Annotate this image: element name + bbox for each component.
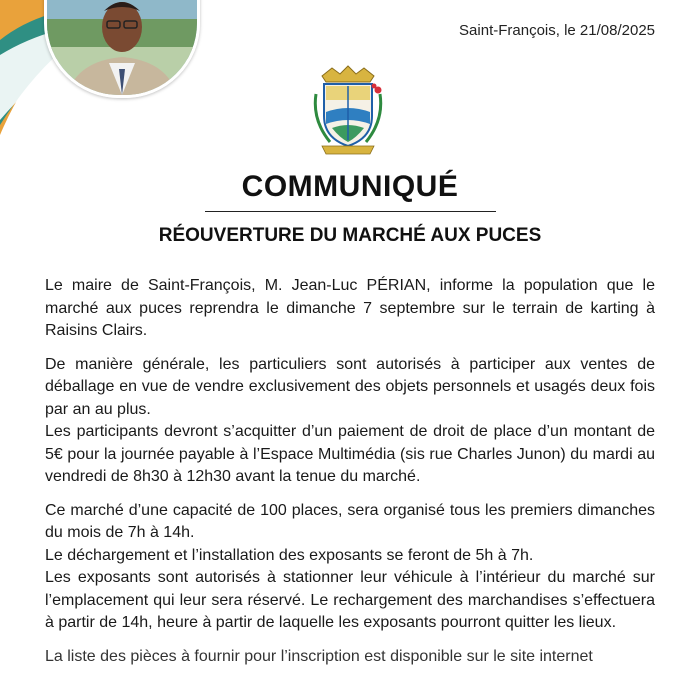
date-line: Saint-François, le 21/08/2025 (459, 22, 655, 39)
paragraph-parking: Les exposants sont autorisés à stationner leur véhicule à l’intérieur du marché sur l’emplacement qui leur sera réservé. Le rechargement des marchandises s’effectuera à partir de 14h, heure à partir de laquelle les exposants pourront quitter les lieux. (45, 569, 655, 631)
paragraph-registration: La liste des pièces à fournir pour l’inscription est disponible sur le site internet (45, 647, 593, 665)
paragraph-unloading: Le déchargement et l’installation des exposants se feront de 5h à 7h. (45, 546, 534, 564)
document-body (45, 275, 655, 668)
title-underline (205, 211, 496, 212)
document-subtitle: RÉOUVERTURE DU MARCHÉ AUX PUCES (158, 225, 542, 246)
paragraph-fees: Les participants devront s’acquitter d’un paiement de droit de place d’un montant de 5€ pour la journée payable à l’Espace Multimédia (sis rue Charles Junon) du mardi au vendredi de 8h30 à 12h30 avant la tenue du marché. (45, 423, 655, 485)
document-title: COMMUNIQUÉ (241, 170, 459, 203)
paragraph-capacity: Ce marché d’une capacité de 100 places, sera organisé tous les premiers dimanches du mois de 7h à 14h. (45, 501, 655, 541)
paragraph-general-rules: De manière générale, les particuliers sont autorisés à participer aux ventes de déballage en vue de vendre exclusivement des objets personnels et usagés deux fois par an au plus. (45, 355, 655, 418)
paragraph-announcement: Le maire de Saint-François, M. Jean-Luc PÉRIAN, informe la population que le marché aux puces reprendra le dimanche 7 septembre sur le terrain de karting à Raisins Clairs. (45, 277, 655, 339)
coat-of-arms-logo (308, 64, 388, 160)
